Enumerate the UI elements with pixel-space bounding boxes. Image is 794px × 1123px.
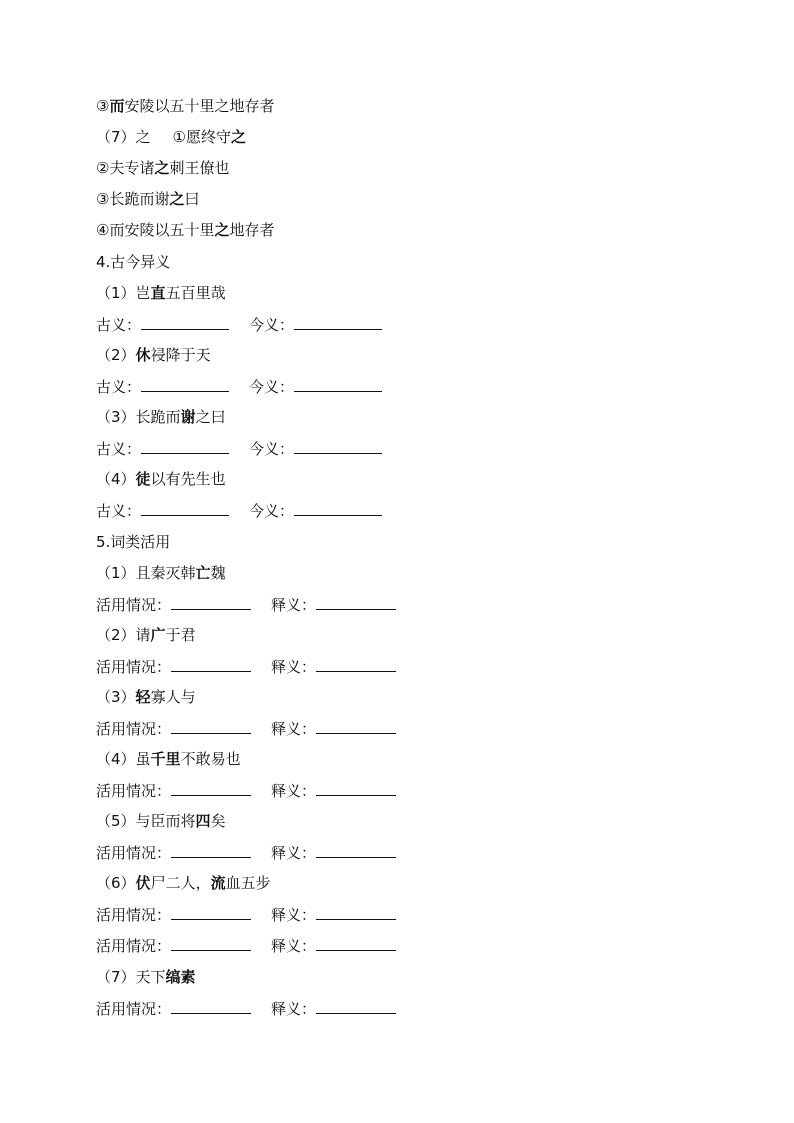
question-item [96, 873, 271, 893]
usage-label: 活用情况： [96, 782, 172, 800]
question-text: 不敢易也 [180, 750, 241, 768]
usage-blank[interactable] [171, 904, 251, 920]
meaning-blank[interactable] [316, 594, 396, 610]
question-text: （3）长跪而 [96, 408, 181, 426]
usage-blank[interactable] [171, 998, 251, 1014]
question-text: 矣 [210, 812, 226, 830]
usage-label: 活用情况： [96, 720, 172, 738]
question-text: 于君 [165, 626, 196, 644]
question-text: 以有先生也 [150, 470, 226, 488]
question-item [96, 967, 196, 987]
answer-row [96, 500, 382, 520]
meaning-label: 释义： [271, 720, 317, 738]
section-title: 5.词类活用 [96, 533, 171, 551]
line-text: （7）之 [96, 128, 151, 146]
question-item [96, 625, 196, 645]
usage-blank[interactable] [171, 935, 251, 951]
keyword: 之 [231, 128, 247, 146]
meaning-blank[interactable] [316, 998, 396, 1014]
ancient-meaning-blank[interactable] [141, 500, 229, 516]
question-item [96, 749, 241, 769]
line-text: 曰 [184, 190, 200, 208]
answer-row [96, 314, 382, 334]
ancient-meaning-blank[interactable] [141, 438, 229, 454]
line-text: 安陵以五十里之地存者 [124, 97, 275, 115]
question-text: 魏 [210, 564, 226, 582]
question-text: （1）岂 [96, 284, 151, 302]
answer-row [96, 376, 382, 396]
ancient-meaning-label: 古义： [96, 502, 142, 520]
keyword: 而 [109, 97, 125, 115]
usage-blank[interactable] [171, 718, 251, 734]
keyword: 谢 [180, 408, 196, 426]
meaning-label: 释义： [271, 906, 317, 924]
answer-row [96, 998, 396, 1018]
answer-row [96, 780, 396, 800]
keyword: 亡 [195, 564, 211, 582]
answer-row [96, 842, 396, 862]
answer-row [96, 594, 396, 614]
question-text: （3） [96, 688, 136, 706]
usage-label: 活用情况： [96, 906, 172, 924]
meaning-blank[interactable] [316, 656, 396, 672]
line-text: ④而安陵以五十里 [96, 221, 215, 239]
answer-row [96, 904, 396, 924]
usage-label: 活用情况： [96, 937, 172, 955]
question-item [96, 283, 226, 303]
line-text: ③长跪而谢 [96, 190, 170, 208]
example-line [96, 220, 274, 240]
question-text: 血五步 [225, 874, 271, 892]
question-item [96, 469, 226, 489]
usage-label: 活用情况： [96, 844, 172, 862]
ancient-meaning-label: 古义： [96, 316, 142, 334]
modern-meaning-label: 今义： [249, 378, 295, 396]
meaning-blank[interactable] [316, 935, 396, 951]
meaning-blank[interactable] [316, 780, 396, 796]
keyword: 伏 [135, 874, 151, 892]
meaning-label: 释义： [271, 1000, 317, 1018]
keyword: 之 [169, 190, 185, 208]
keyword: 之 [154, 159, 170, 177]
line-text: 刺王僚也 [169, 159, 230, 177]
meaning-blank[interactable] [316, 718, 396, 734]
question-text: 寡人与 [150, 688, 196, 706]
keyword: 徒 [135, 470, 151, 488]
keyword: 四 [195, 812, 211, 830]
line-text: ②夫专诸 [96, 159, 155, 177]
usage-label: 活用情况： [96, 596, 172, 614]
meaning-label: 释义： [271, 658, 317, 676]
keyword: 轻 [135, 688, 151, 706]
keyword: 广 [150, 626, 166, 644]
keyword: 千里 [150, 750, 181, 768]
usage-blank[interactable] [171, 594, 251, 610]
usage-label: 活用情况： [96, 658, 172, 676]
question-item [96, 407, 226, 427]
question-text: 尸二人， [150, 874, 211, 892]
usage-blank[interactable] [171, 780, 251, 796]
question-text: （2） [96, 346, 136, 364]
question-text: （7）天下 [96, 968, 166, 986]
usage-label: 活用情况： [96, 1000, 172, 1018]
answer-row [96, 438, 382, 458]
meaning-label: 释义： [271, 937, 317, 955]
question-item [96, 687, 196, 707]
section-title: 4.古今异义 [96, 253, 171, 271]
answer-row [96, 935, 396, 955]
question-text: 之曰 [195, 408, 226, 426]
keyword: 之 [214, 221, 230, 239]
ancient-meaning-label: 古义： [96, 378, 142, 396]
keyword: 休 [135, 346, 151, 364]
modern-meaning-blank[interactable] [294, 376, 382, 392]
modern-meaning-blank[interactable] [294, 438, 382, 454]
keyword: 流 [210, 874, 226, 892]
modern-meaning-blank[interactable] [294, 314, 382, 330]
ancient-meaning-blank[interactable] [141, 314, 229, 330]
example-line [96, 158, 229, 178]
line-text: ①愿终守 [172, 128, 231, 146]
usage-blank[interactable] [171, 656, 251, 672]
meaning-blank[interactable] [316, 904, 396, 920]
modern-meaning-label: 今义： [249, 440, 295, 458]
question-text: 祲降于天 [150, 346, 211, 364]
ancient-meaning-blank[interactable] [141, 376, 229, 392]
question-text: （6） [96, 874, 136, 892]
question-item [96, 563, 226, 583]
question-text: 五百里哉 [165, 284, 226, 302]
question-text: （5）与臣而将 [96, 812, 196, 830]
meaning-label: 释义： [271, 782, 317, 800]
meaning-blank[interactable] [316, 842, 396, 858]
question-text: （4） [96, 470, 136, 488]
question-text: （4）虽 [96, 750, 151, 768]
keyword: 直 [150, 284, 166, 302]
question-item [96, 345, 211, 365]
modern-meaning-label: 今义： [249, 502, 295, 520]
answer-row [96, 656, 396, 676]
line-text: 地存者 [229, 221, 275, 239]
modern-meaning-blank[interactable] [294, 500, 382, 516]
usage-blank[interactable] [171, 842, 251, 858]
question-item [96, 811, 226, 831]
line-text: ③ [96, 97, 110, 115]
example-line [96, 96, 274, 116]
question-text: （1）且秦灭韩 [96, 564, 196, 582]
example-line [96, 189, 199, 209]
answer-row [96, 718, 396, 738]
keyword: 缟素 [165, 968, 196, 986]
question-text: （2）请 [96, 626, 151, 644]
meaning-label: 释义： [271, 596, 317, 614]
meaning-label: 释义： [271, 844, 317, 862]
ancient-meaning-label: 古义： [96, 440, 142, 458]
modern-meaning-label: 今义： [249, 316, 295, 334]
example-line [96, 127, 246, 147]
